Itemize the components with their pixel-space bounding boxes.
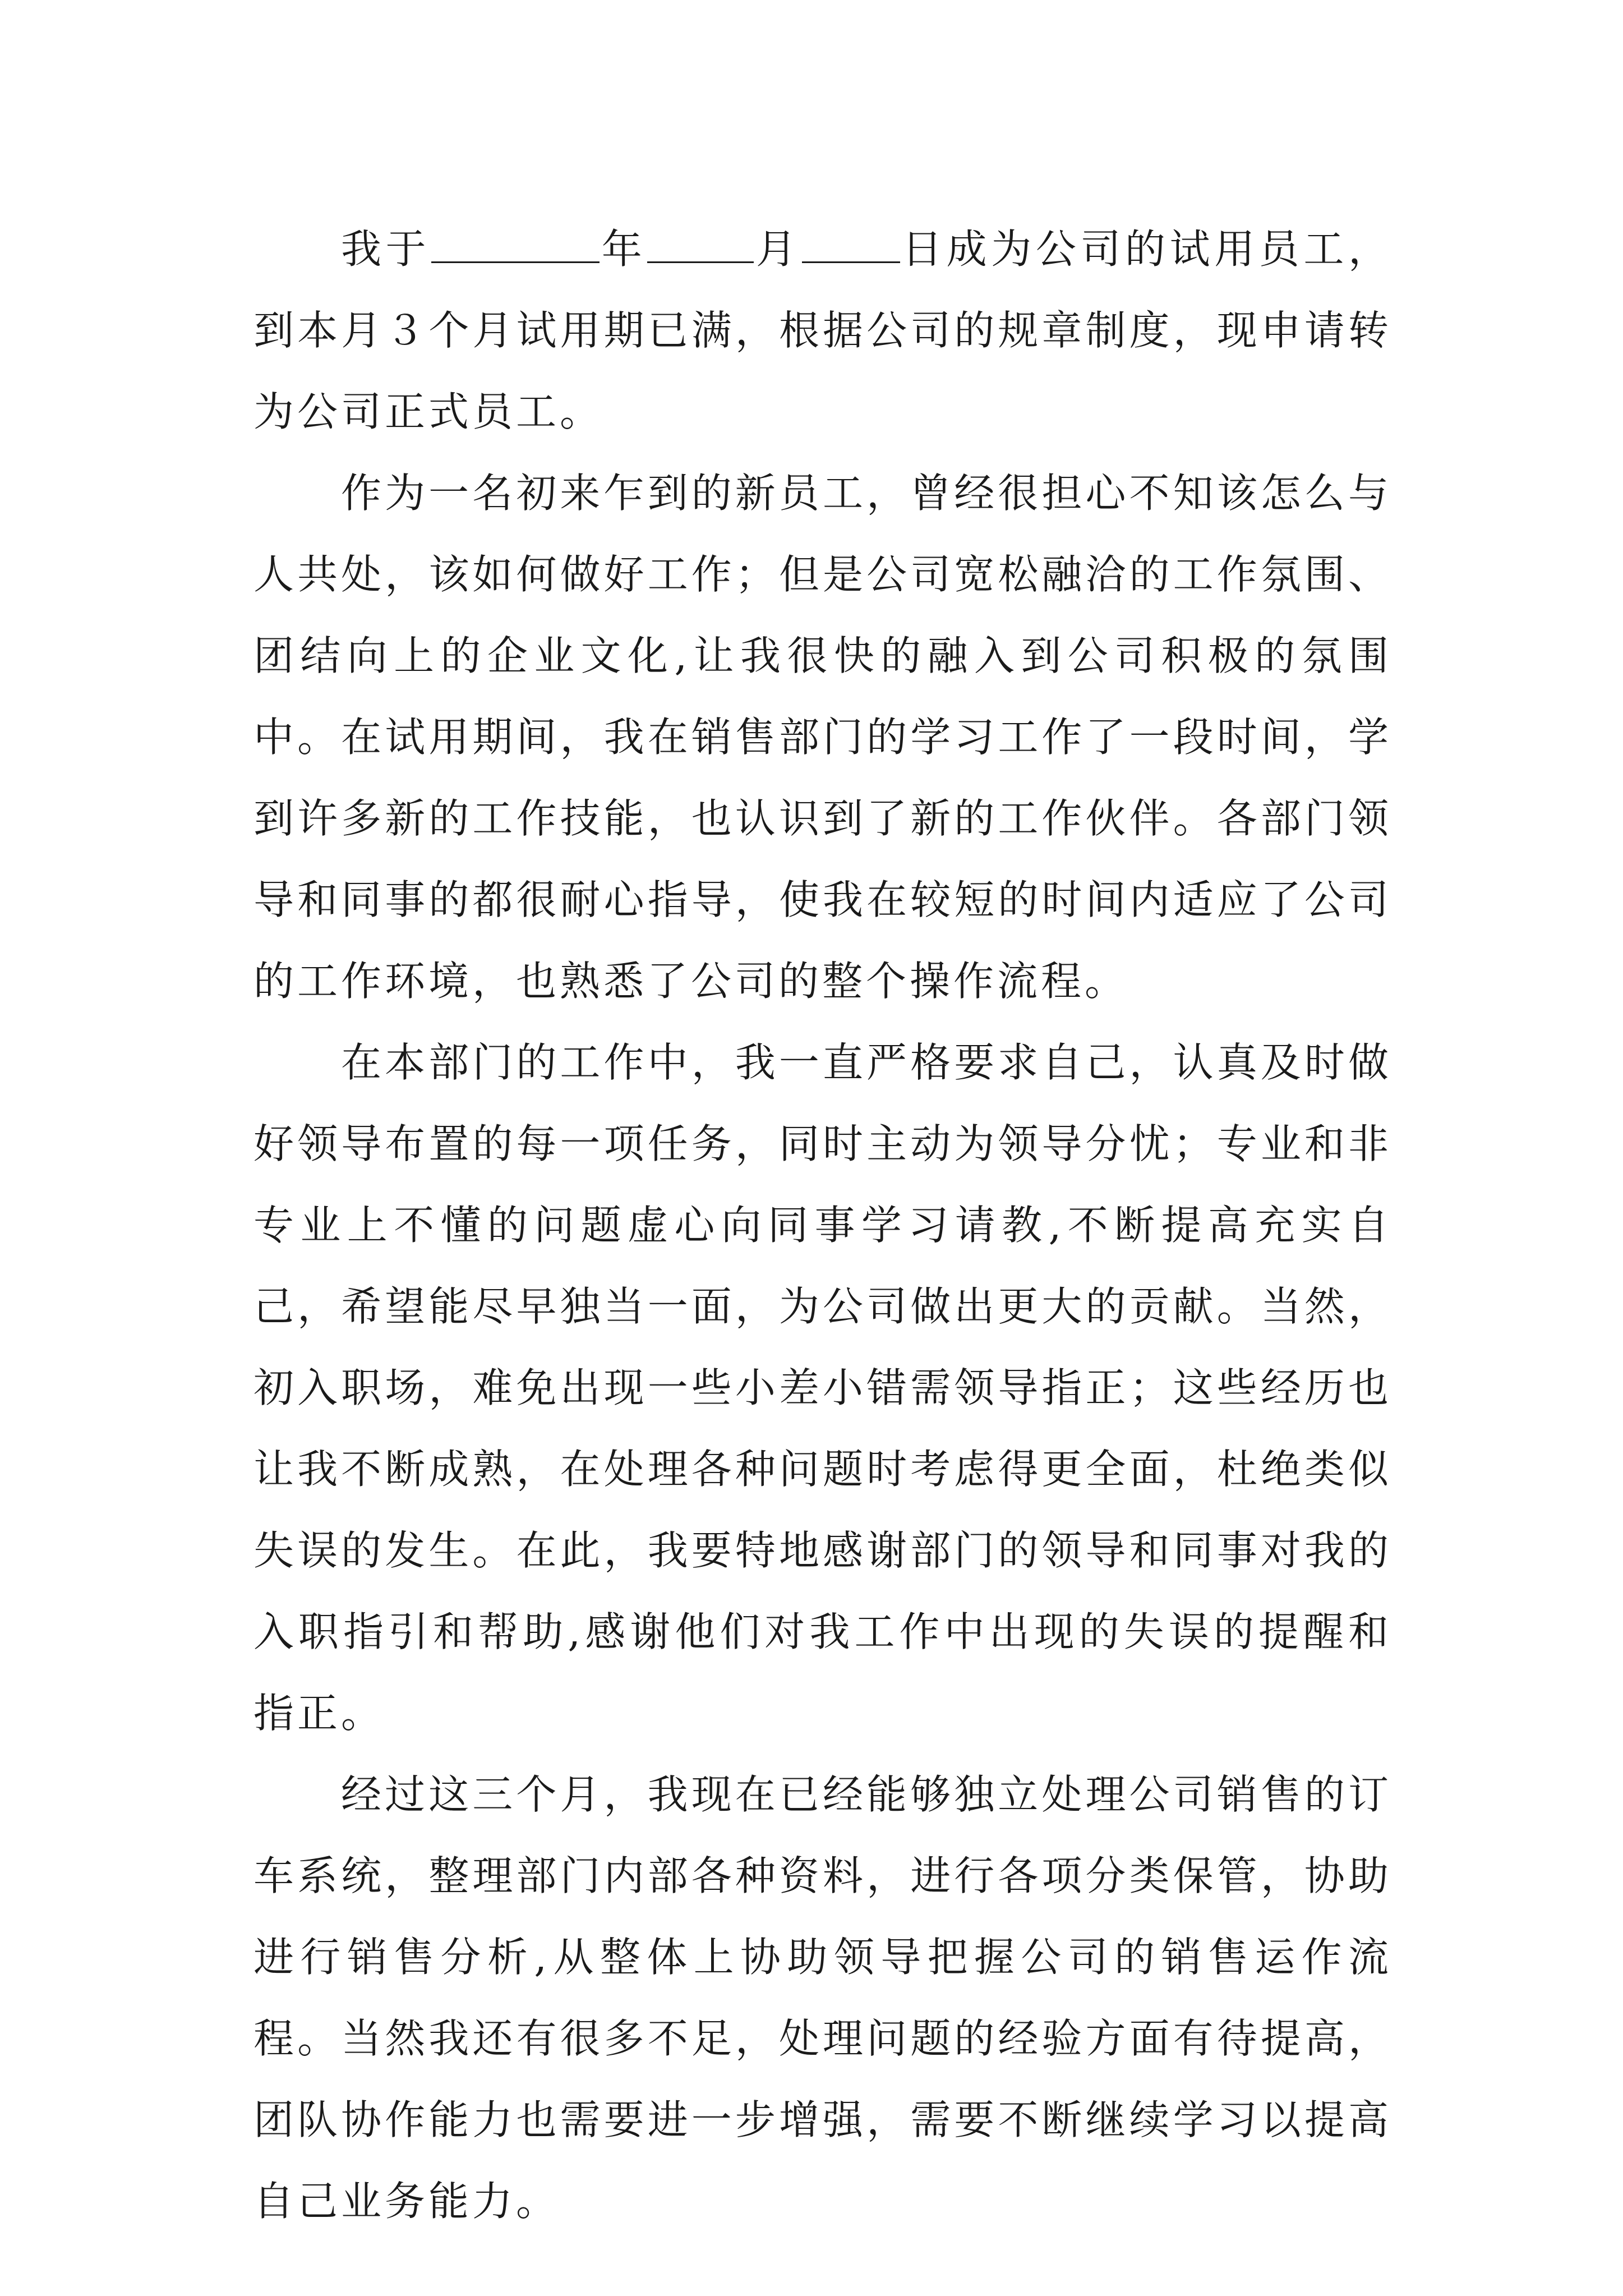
month-label: 月 <box>755 226 801 273</box>
year-blank <box>431 224 600 263</box>
intro-tail-text: 日成为公司的试用员工，到本月３个月试用期已满，根据公司的规章制度，现申请转为公司正式员工。 <box>253 226 1392 435</box>
paragraph-application-statement <box>253 209 1392 453</box>
document-body <box>253 209 1392 2242</box>
paragraph-work-attitude: 在本部门的工作中，我一直严格要求自己，认真及时做好领导布置的每一项任务，同时主动为领导分忧；专业和非专业上不懂的问题虚心向同事学习请教,不断提高充实自己，希望能尽早独当一面，为公司做出更大的贡献。当然，初入职场，难免出现一些小差小错需领导指正；这些经历也让我不断成熟，在处理各种问题时考虑得更全面，杜绝类似失误的发生。在此，我要特地感谢部门的领导和同事对我的入职指引和帮助,感谢他们对我工作中出现的失误的提醒和指正。 <box>253 1039 1392 1737</box>
intro-lead-text: 我于 <box>341 226 431 273</box>
month-blank <box>647 224 754 263</box>
day-blank <box>802 224 900 263</box>
year-label: 年 <box>601 226 647 273</box>
paragraph-probation-experience: 作为一名初来乍到的新员工，曾经很担心不知该怎么与人共处，该如何做好工作；但是公司宽松融洽的工作氛围、团结向上的企业文化,让我很快的融入到公司积极的氛围中。在试用期间，我在销售部门的学习工作了一段时间，学到许多新的工作技能，也认识到了新的工作伙伴。各部门领导和同事的都很耐心指导，使我在较短的时间内适应了公司的工作环境，也熟悉了公司的整个操作流程。 <box>253 470 1392 1005</box>
paragraph-achievements: 经过这三个月，我现在已经能够独立处理公司销售的订车系统，整理部门内部各种资料，进行各项分类保管，协助进行销售分析,从整体上协助领导把握公司的销售运作流程。当然我还有很多不足，处理问题的经验方面有待提高，团队协作能力也需要进一步增强，需要不断继续学习以提高自己业务能力。 <box>253 1771 1392 2225</box>
